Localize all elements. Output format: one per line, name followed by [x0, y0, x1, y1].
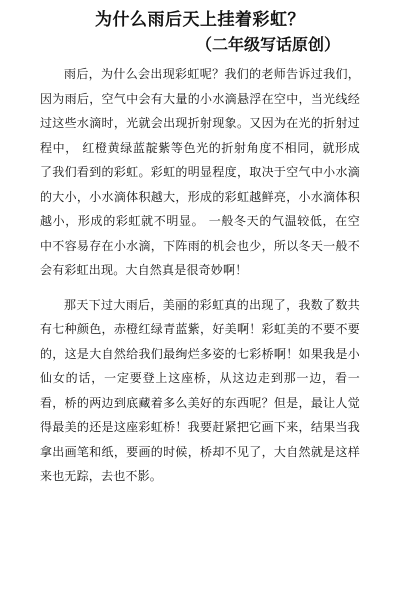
document-title: 为什么雨后天上挂着彩虹？ [95, 10, 305, 30]
paragraph-2: 那天下过大雨后，美丽的彩虹真的出现了，我数了数共有七种颜色，赤橙红绿青蓝紫，好美啊！彩虹美的不要不要的，这是大自然给我们最绚烂多姿的七彩桥啊！如果我是小仙女的话，一定要登上这座桥，从这边走到那一边，看一看，桥的两边到底藏着多么美好的东西呢？但是，最让人觉得最美的还是这座彩虹桥！我要赶紧把它画下来，结果当我拿出画笔和纸，要画的时候，桥却不见了，大自然就是这样来也无踪，去也不影。 [40, 297, 360, 483]
document-body [40, 62, 360, 489]
paragraph-1: 雨后，为什么会出现彩虹呢？我们的老师告诉过我们，因为雨后，空气中会有大量的小水滴悬浮在空中，当光线经过这些水滴时，光就会出现折射现象。又因为在光的折射过程中， 红橙黄绿蓝靛紫等色光的折射角度不相同，就形成了我们看到的彩虹。彩虹的明显程度，取决于空气中小水滴的大小，小水滴体积越大，形成的彩虹越鲜亮，小水滴体积越小，形成的彩虹就不明显。 一般冬天的气温较低，在空中不容易存在小水滴，下阵雨的机会也少，所以冬天一般不会有彩虹出现。大自然真是很奇妙啊！ [40, 67, 360, 277]
document-subtitle: （二年级写话原创） [195, 35, 340, 54]
